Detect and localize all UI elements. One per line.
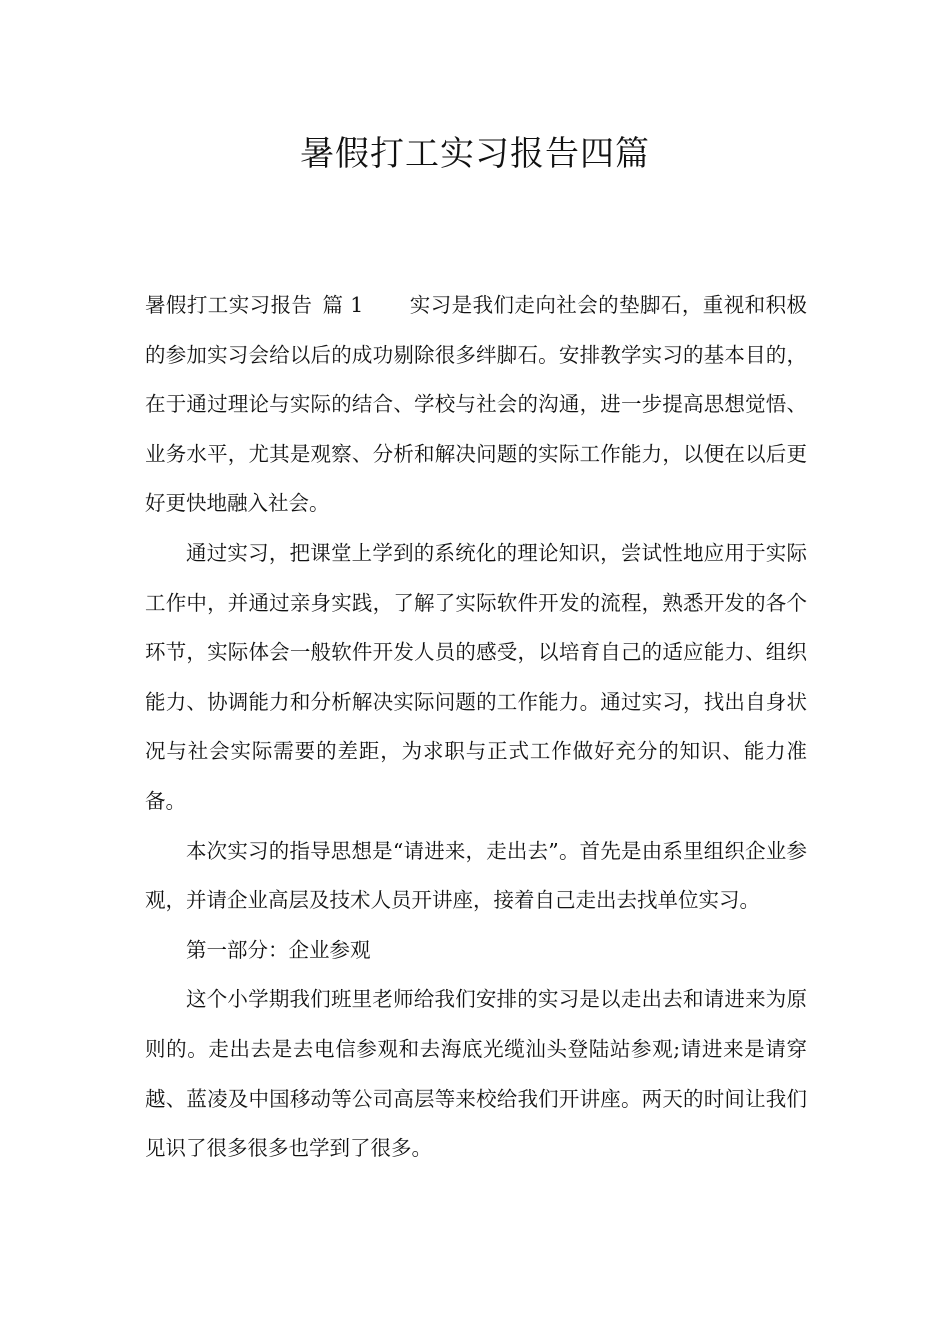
section-label-text: 暑假打工实习报告 xyxy=(145,293,313,317)
section-label xyxy=(145,293,363,317)
document-title: 暑假打工实习报告四篇 xyxy=(300,134,650,174)
paragraph-4: 这个小学期我们班里老师给我们安排的实习是以走出去和请进来为原则的。走出去是去电信参观和去海底光缆汕头登陆站参观;请进来是请穿越、蓝凌及中国移动等公司高层等来校给我们开讲座。两天的时间让我们见识了很多很多也学到了很多。 xyxy=(145,987,807,1161)
paragraph-3: 本次实习的指导思想是“请进来，走出去”。首先是由系里组织企业参观，并请企业高层及技术人员开讲座，接着自己走出去找单位实习。 xyxy=(145,838,807,913)
paragraph-2: 通过实习，把课堂上学到的系统化的理论知识，尝试性地应用于实际工作中，并通过亲身实践，了解了实际软件开发的流程，熟悉开发的各个环节，实际体会一般软件开发人员的感受，以培育自己的适应能力、组织能力、协调能力和分析解决实际问题的工作能力。通过实习，找出自身状况与社会实际需要的差距，为求职与正式工作做好充分的知识、能力准备。 xyxy=(145,540,807,813)
paragraph-1-text: 实习是我们走向社会的垫脚石，重视和积极的参加实习会给以后的成功剔除很多绊脚石。安排教学实习的基本目的，在于通过理论与实际的结合、学校与社会的沟通，进一步提高思想觉悟、业务水平，尤其是观察、分析和解决问题的实际工作能力，以便在以后更好更快地融入社会。 xyxy=(145,293,808,516)
document-body xyxy=(145,281,807,1174)
section-number: 篇 1 xyxy=(322,293,364,317)
paragraph-1 xyxy=(145,281,807,529)
section-heading: 第一部分：企业参观 xyxy=(186,937,371,962)
